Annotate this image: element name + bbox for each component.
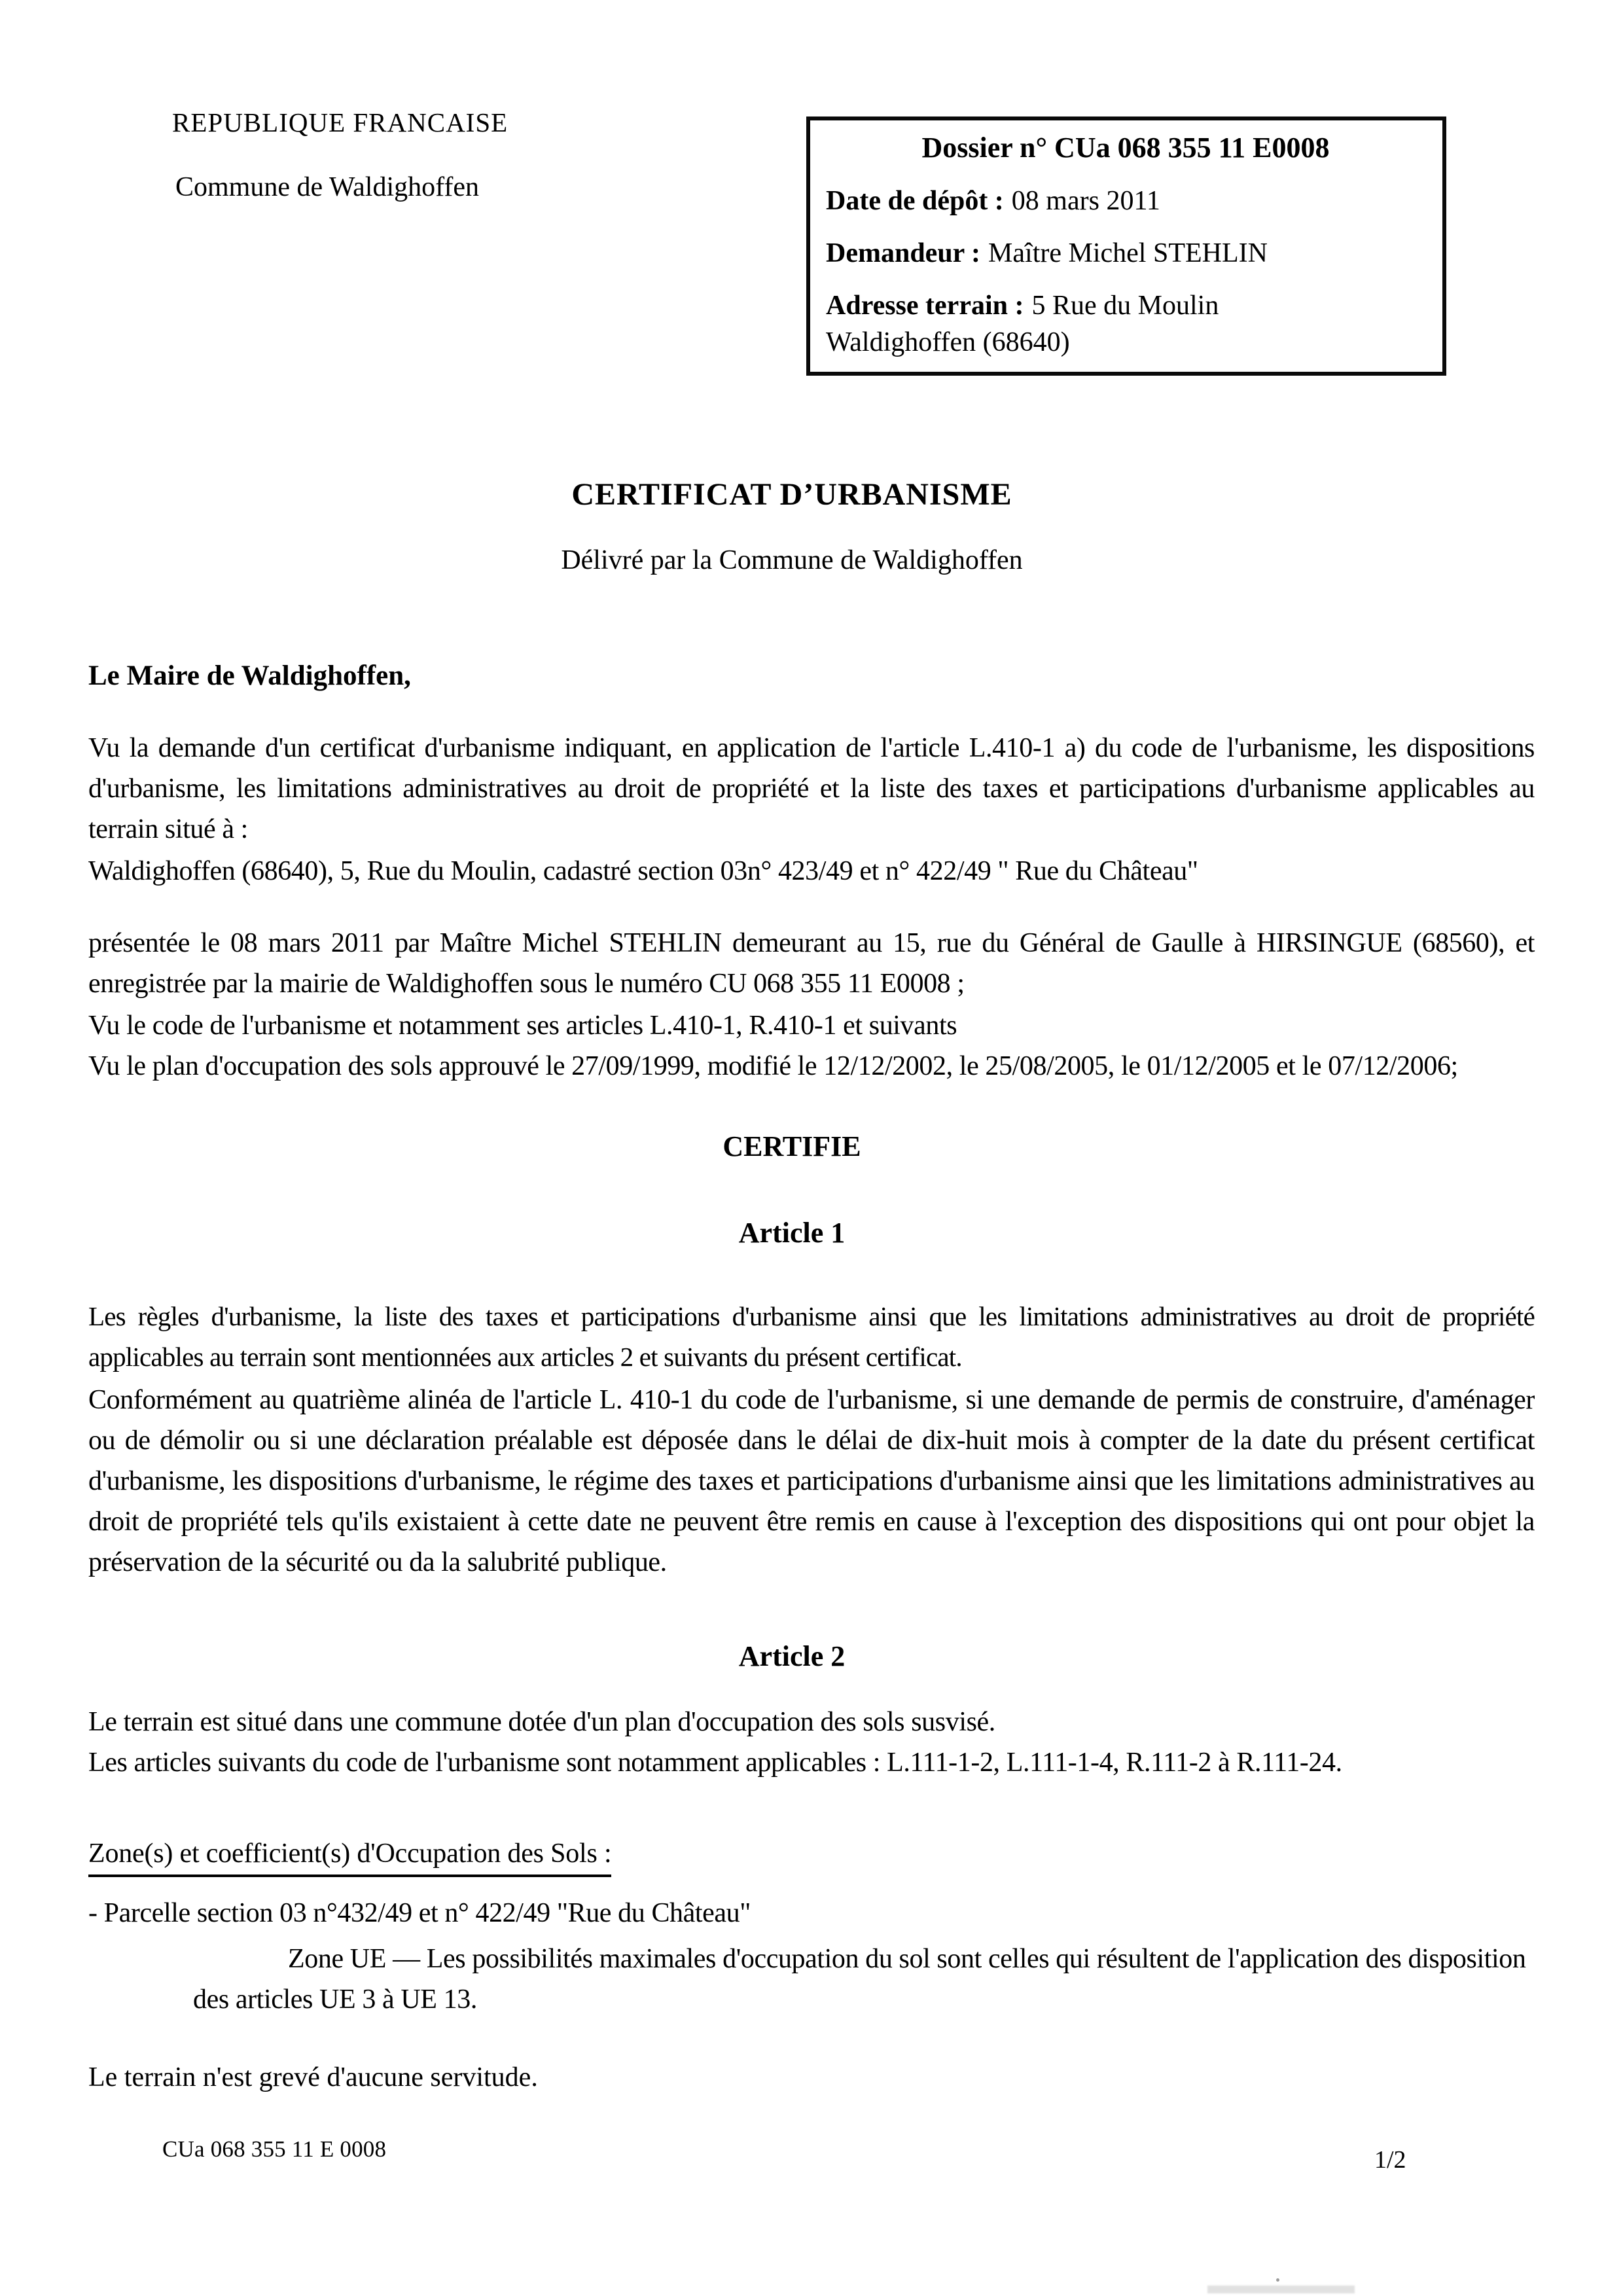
recital-presentee: présentée le 08 mars 2011 par Maître Michel STEHLIN demeurant au 15, rue du Général de Gaulle à HIRSINGUE (68560), et enregistrée par la mairie de Waldighoffen sous le numéro CU 068 355 11 E0008 ; [88,928,1535,999]
demandeur-value: Maître Michel STEHLIN [988,238,1268,268]
article2-paragraph2: Les articles suivants du code de l'urbanisme sont notamment applicables : L.111-1-2, L.111-1-4, R.111-2 à R.111-24. [88,1748,1342,1778]
adresse-row [826,288,1425,323]
article1-paragraph1: Les règles d'urbanisme, la liste des taxes et participations d'urbanisme ainsi que les limitations administratives au droit de propriété applicables au terrain sont mentionnées aux articles 2 et suivants du présent certificat. [88,1301,1535,1372]
certifie-heading: CERTIFIE [722,1130,861,1162]
depot-row [826,183,1425,219]
recital-terrain: Waldighoffen (68640), 5, Rue du Moulin, cadastré section 03n° 423/49 et n° 422/49 " Rue du Château" [88,856,1198,886]
adresse-label: Adresse terrain : [826,291,1024,321]
document-title: CERTIFICAT D’URBANISME [571,477,1012,512]
article1-paragraph2: Conformément au quatrième alinéa de l'article L. 410-1 du code de l'urbanisme, si une demande de permis de construire, d'aménager ou de démolir ou si une déclaration préalable est déposée dans le délai de dix-huit mois à compter de la date du présent certificat d'urbanisme, les dispositions d'urbanisme, le régime des taxes et participations d'urbanisme ainsi que les limitations administratives au droit de propriété tels qu'ils existaient à cette date ne peuvent être remis en cause à l'exception des dispositions qui ont pour objet la préservation de la sécurité ou da la salubrité publique. [88,1385,1535,1577]
dossier-info-box [806,117,1446,376]
demandeur-label: Demandeur : [826,238,981,268]
adresse-value: 5 Rue du Moulin [1031,291,1219,321]
republic-header: REPUBLIQUE FRANCAISE [172,107,508,137]
recital-vu-plan: Vu le plan d'occupation des sols approuvé le 27/09/1999, modifié le 12/12/2002, le 25/08/2005, le 01/12/2005 et le 07/12/2006; [88,1051,1458,1081]
article2-heading: Article 2 [738,1640,846,1672]
recital-vu-code: Vu le code de l'urbanisme et notamment ses articles L.410-1, R.410-1 et suivants [88,1011,957,1041]
depot-label: Date de dépôt : [826,186,1004,216]
depot-value: 08 mars 2011 [1011,186,1160,216]
zones-heading [88,1838,611,1877]
parcelle-line: - Parcelle section 03 n°432/49 et n° 422/49 "Rue du Château" [88,1898,751,1928]
servitude-line: Le terrain n'est grevé d'aucune servitude. [88,2062,538,2092]
zones-heading-text: Zone(s) et coefficient(s) d'Occupation des Sols : [88,1838,611,1877]
recital-vu-group [88,1005,1535,1086]
demandeur-row [826,236,1425,271]
document-subtitle: Délivré par la Commune de Waldighoffen [561,545,1023,575]
dossier-number: Dossier n° CUa 068 355 11 E0008 [921,132,1330,164]
adresse-line2: Waldighoffen (68640) [826,327,1070,357]
scan-artifact [1207,2286,1355,2293]
footer-reference: CUa 068 355 11 E 0008 [162,2136,387,2162]
recital-vu-demande: Vu la demande d'un certificat d'urbanisme indiquant, en application de l'article L.410-1 a) du code de l'urbanisme, les dispositions d'urbanisme, les limitations administratives au droit de propriété et la liste des taxes et participations d'urbanisme applicables au terrain situé à : [88,733,1535,844]
page-number: 1/2 [1374,2146,1406,2174]
article2-paragraph1: Le terrain est situé dans une commune dotée d'un plan d'occupation des sols susvisé. [88,1707,995,1737]
zone-ue-paragraph: Zone UE — Les possibilités maximales d'occupation du sol sont celles qui résultent de l'application des disposition des articles UE 3 à UE 13. [193,1944,1526,2015]
salutation: Le Maire de Waldighoffen, [88,660,411,691]
commune-header: Commune de Waldighoffen [175,172,479,202]
article1-heading: Article 1 [738,1217,846,1249]
scan-artifact-dot [1276,2278,1279,2282]
